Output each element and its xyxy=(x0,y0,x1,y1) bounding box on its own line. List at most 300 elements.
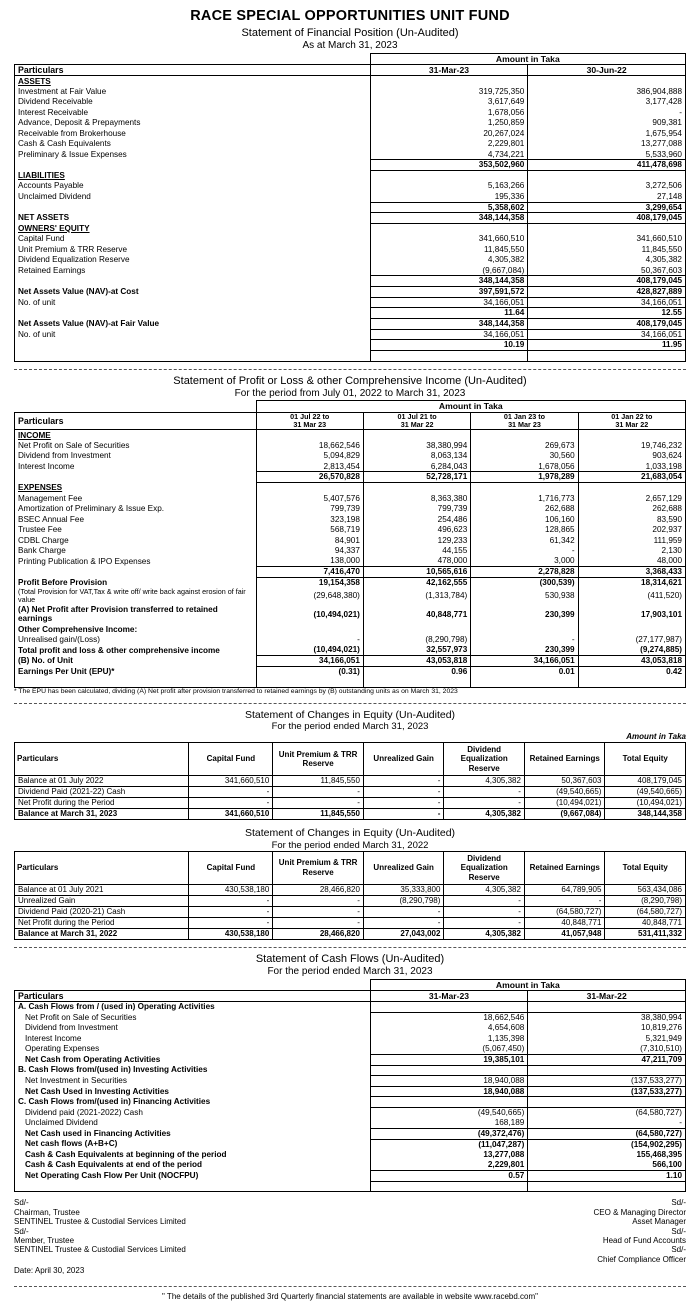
table-header-row xyxy=(15,742,686,775)
table-row xyxy=(15,430,686,441)
cash-flow-label: Net Cash Used in Investing Activities xyxy=(15,1086,371,1097)
pl-value-col1: 7,416,470 xyxy=(256,567,363,578)
cash-flow-label: Interest Income xyxy=(15,1033,371,1044)
table-row xyxy=(15,1107,686,1118)
equity-2022-value-col2: - xyxy=(273,907,364,918)
fin-pos-value-col2: - xyxy=(528,107,686,118)
pl-value-col1: 2,813,454 xyxy=(256,461,363,472)
table-row xyxy=(15,535,686,546)
fin-pos-value-col2: 411,478,698 xyxy=(528,160,686,171)
table-row xyxy=(15,1139,686,1150)
pl-value-col2: 799,739 xyxy=(363,504,470,515)
amount-header: Amount in Taka xyxy=(370,53,685,64)
col-particulars: Particulars xyxy=(15,412,257,430)
cash-flow-value-col1: (5,067,450) xyxy=(370,1044,528,1055)
fin-pos-value-col2: 5,533,960 xyxy=(528,149,686,160)
fin-pos-value-col1: 34,166,051 xyxy=(370,329,528,340)
equity-2022-value-col3: - xyxy=(363,918,444,929)
fin-pos-value-col1: 348,144,358 xyxy=(370,213,528,224)
equity-2022-value-col1: - xyxy=(189,907,273,918)
pl-value-col2: (8,290,798) xyxy=(363,635,470,646)
table-bottom-edge xyxy=(15,677,686,688)
pl-value-col2: 32,557,973 xyxy=(363,645,470,656)
equity-2023-table xyxy=(14,742,686,820)
equity-2023-value-col5: 50,367,603 xyxy=(524,776,605,787)
pl-value-col4 xyxy=(578,483,685,494)
signature-left-line-4: Member, Trustee xyxy=(14,1235,75,1245)
pl-value-col1 xyxy=(256,624,363,635)
fin-pos-value-col1: 319,725,350 xyxy=(370,86,528,97)
pl-value-col4: 111,959 xyxy=(578,535,685,546)
table-row xyxy=(15,1044,686,1055)
cash-flow-label: Operating Expenses xyxy=(15,1044,371,1055)
pl-value-col4 xyxy=(578,624,685,635)
equity-2023-value-col5: (10,494,021) xyxy=(524,798,605,809)
table-header-row xyxy=(15,851,686,884)
cash-flow-value-col1: 1,135,398 xyxy=(370,1033,528,1044)
col-30jun22: 30-Jun-22 xyxy=(528,65,686,76)
table-row xyxy=(15,1033,686,1044)
pl-value-col1: 26,570,828 xyxy=(256,472,363,483)
pl-value-col2: 8,063,134 xyxy=(363,451,470,462)
fin-pos-value-col2: 341,660,510 xyxy=(528,234,686,245)
amount-header: Amount in Taka xyxy=(256,401,685,412)
pl-value-col4 xyxy=(578,430,685,441)
profit-loss-table xyxy=(14,400,686,687)
pl-value-col4: 202,937 xyxy=(578,525,685,536)
pl-label: (B) No. of Unit xyxy=(15,656,257,667)
fin-pos-value-col2: 3,177,428 xyxy=(528,97,686,108)
equity-2023-subtitle: For the period ended March 31, 2023 xyxy=(271,721,429,733)
cash-flow-value-col1: 0.57 xyxy=(370,1171,528,1182)
cash-flow-value-col1 xyxy=(370,1002,528,1013)
cash-flow-label: Net Operating Cash Flow Per Unit (NOCFPU) xyxy=(15,1171,371,1182)
cash-flow-value-col1: (11,047,287) xyxy=(370,1139,528,1150)
cash-flow-value-col1 xyxy=(370,1097,528,1108)
fin-pos-value-col2: 34,166,051 xyxy=(528,297,686,308)
pl-value-col4: 2,130 xyxy=(578,546,685,557)
equity-2023-header-4: Dividend Equalization Reserve xyxy=(444,742,525,775)
fin-pos-label: ASSETS xyxy=(15,76,371,87)
table-row xyxy=(15,605,686,624)
equity-2023-value-col4: 4,305,382 xyxy=(444,809,525,820)
table-row xyxy=(15,329,686,340)
cash-flow-subtitle: For the period ended March 31, 2023 xyxy=(267,966,433,978)
table-row xyxy=(15,118,686,129)
fin-pos-value-col1 xyxy=(370,223,528,234)
table-row xyxy=(15,86,686,97)
cash-flow-value-col1: 18,940,088 xyxy=(370,1076,528,1087)
signature-right xyxy=(350,1198,686,1264)
document-footnote: " The details of the published 3rd Quarterly financial statements are available in website www.racebd.com" xyxy=(14,1286,686,1301)
equity-2023-value-col6: 348,144,358 xyxy=(605,809,686,820)
fin-pos-value-col2: 3,272,506 xyxy=(528,181,686,192)
table-row xyxy=(15,666,686,677)
cash-flow-value-col2: (64,580,727) xyxy=(528,1128,686,1139)
col-period-1: 01 Jul 22 to 31 Mar 23 xyxy=(256,412,363,430)
equity-2023-label: Balance at 01 July 2022 xyxy=(15,776,189,787)
fin-pos-label xyxy=(15,276,371,287)
equity-2022-value-col4: 4,305,382 xyxy=(444,929,525,940)
table-row xyxy=(15,504,686,515)
col-particulars: Particulars xyxy=(15,990,371,1001)
cash-flow-value-col2: 1.10 xyxy=(528,1171,686,1182)
table-row xyxy=(15,1128,686,1139)
pl-value-col3: 2,278,828 xyxy=(471,567,578,578)
fin-pos-label: No. of unit xyxy=(15,297,371,308)
fin-pos-label xyxy=(15,340,371,351)
pl-value-col2: 0.96 xyxy=(363,666,470,677)
financial-position-table xyxy=(14,53,686,362)
table-row xyxy=(15,440,686,451)
equity-2022-header-4: Dividend Equalization Reserve xyxy=(444,851,525,884)
fin-pos-value-col1: 341,660,510 xyxy=(370,234,528,245)
equity-2023-amount-label: Amount in Taka xyxy=(626,732,686,742)
equity-2022-value-col6: 531,411,332 xyxy=(605,929,686,940)
col-31mar22: 31-Mar-22 xyxy=(528,990,686,1001)
cash-flow-value-col1: 19,385,101 xyxy=(370,1054,528,1065)
pl-value-col2: 42,162,555 xyxy=(363,577,470,588)
cash-flow-label: C. Cash Flows from/(used in) Financing Activities xyxy=(15,1097,371,1108)
equity-2022-subtitle: For the period ended March 31, 2022 xyxy=(271,839,429,851)
equity-2023-value-col1: - xyxy=(189,798,273,809)
table-row xyxy=(15,787,686,798)
equity-2023-header-0: Particulars xyxy=(15,742,189,775)
fin-pos-label: Advance, Deposit & Prepayments xyxy=(15,118,371,129)
pl-value-col2: 40,848,771 xyxy=(363,605,470,624)
table-row xyxy=(15,567,686,578)
pl-value-col2: 496,623 xyxy=(363,525,470,536)
pl-value-col4: 2,657,129 xyxy=(578,493,685,504)
pl-value-col4: 83,590 xyxy=(578,514,685,525)
table-header-row xyxy=(15,412,686,430)
equity-2022-label: Dividend Paid (2020-21) Cash xyxy=(15,907,189,918)
table-row xyxy=(15,297,686,308)
equity-2022-value-col3: (8,290,798) xyxy=(363,896,444,907)
pl-value-col3: 3,000 xyxy=(471,556,578,567)
pl-value-col3: (300,539) xyxy=(471,577,578,588)
col-period-3: 01 Jan 23 to 31 Mar 23 xyxy=(471,412,578,430)
equity-2022-table xyxy=(14,851,686,940)
equity-2023-label: Balance at March 31, 2023 xyxy=(15,809,189,820)
pl-value-col4: 0.42 xyxy=(578,666,685,677)
equity-2023-header-6: Total Equity xyxy=(605,742,686,775)
financial-position-title: Statement of Financial Position (Un-Audited) xyxy=(241,27,459,40)
pl-value-col1: (10,494,021) xyxy=(256,645,363,656)
equity-2022-value-col3: 35,333,800 xyxy=(363,885,444,896)
pl-label: Trustee Fee xyxy=(15,525,257,536)
table-row xyxy=(15,451,686,462)
pl-value-col2: 10,565,616 xyxy=(363,567,470,578)
fin-pos-value-col2: 4,305,382 xyxy=(528,255,686,266)
equity-2022-value-col6: 40,848,771 xyxy=(605,918,686,929)
fin-pos-value-col2: 408,179,045 xyxy=(528,213,686,224)
pl-value-col2: 8,363,380 xyxy=(363,493,470,504)
table-row xyxy=(15,1023,686,1034)
table-header-row xyxy=(15,401,686,412)
pl-label: Profit Before Provision xyxy=(15,577,257,588)
pl-value-col1: 5,407,576 xyxy=(256,493,363,504)
fin-pos-value-col2: 12.55 xyxy=(528,308,686,319)
equity-2022-value-col4: 4,305,382 xyxy=(444,885,525,896)
signature-left-line-1: Chairman, Trustee xyxy=(14,1207,80,1217)
pl-value-col4: 18,314,621 xyxy=(578,577,685,588)
pl-value-col2: 6,284,043 xyxy=(363,461,470,472)
equity-2022-header-5: Retained Earnings xyxy=(524,851,605,884)
table-header-row xyxy=(15,990,686,1001)
fin-pos-value-col1 xyxy=(370,76,528,87)
equity-2022-value-col2: - xyxy=(273,918,364,929)
table-row xyxy=(15,472,686,483)
equity-2022-value-col2: - xyxy=(273,896,364,907)
cash-flow-value-col2: (137,533,277) xyxy=(528,1086,686,1097)
fin-pos-value-col2: 3,299,654 xyxy=(528,202,686,213)
cash-flow-value-col2: 155,468,395 xyxy=(528,1150,686,1161)
equity-2022-value-col5: 41,057,948 xyxy=(524,929,605,940)
cash-flow-label: Net Cash used in Financing Activities xyxy=(15,1128,371,1139)
fin-pos-label xyxy=(15,308,371,319)
col-31mar23: 31-Mar-23 xyxy=(370,990,528,1001)
signature-left xyxy=(14,1198,350,1264)
pl-value-col1: 94,337 xyxy=(256,546,363,557)
pl-value-col2: 44,155 xyxy=(363,546,470,557)
cash-flow-label: Cash & Cash Equivalents at beginning of the period xyxy=(15,1150,371,1161)
table-row xyxy=(15,588,686,605)
fin-pos-value-col1: 11,845,550 xyxy=(370,244,528,255)
table-row xyxy=(15,276,686,287)
table-row xyxy=(15,1076,686,1087)
cash-flow-label: Net Investment in Securities xyxy=(15,1076,371,1087)
table-row xyxy=(15,244,686,255)
table-row xyxy=(15,1086,686,1097)
fin-pos-value-col2: 27,148 xyxy=(528,192,686,203)
pl-value-col1: 138,000 xyxy=(256,556,363,567)
fin-pos-label: Interest Receivable xyxy=(15,107,371,118)
equity-2022-value-col5: 64,789,905 xyxy=(524,885,605,896)
table-row xyxy=(15,929,686,940)
pl-value-col3: 1,716,773 xyxy=(471,493,578,504)
cash-flow-value-col2: (137,533,277) xyxy=(528,1076,686,1087)
pl-label: Net Profit on Sale of Securities xyxy=(15,440,257,451)
cash-flow-label: Net cash flows (A+B+C) xyxy=(15,1139,371,1150)
pl-value-col3: - xyxy=(471,635,578,646)
equity-2023-value-col6: (10,494,021) xyxy=(605,798,686,809)
table-bottom-edge xyxy=(15,1181,686,1192)
equity-2022-header-3: Unrealized Gain xyxy=(363,851,444,884)
signature-right-line-1: CEO & Managing Director xyxy=(593,1207,686,1217)
pl-label: EXPENSES xyxy=(15,483,257,494)
fin-pos-value-col2: 13,277,088 xyxy=(528,139,686,150)
fin-pos-label: Dividend Receivable xyxy=(15,97,371,108)
table-row xyxy=(15,1171,686,1182)
table-row xyxy=(15,624,686,635)
table-row xyxy=(15,181,686,192)
col-particulars: Particulars xyxy=(15,65,371,76)
signature-right-line-2: Asset Manager xyxy=(632,1217,686,1227)
pl-label: BSEC Annual Fee xyxy=(15,514,257,525)
equity-2023-value-col2: 11,845,550 xyxy=(273,809,364,820)
equity-2022-value-col5: (64,580,727) xyxy=(524,907,605,918)
equity-2022-header-0: Particulars xyxy=(15,851,189,884)
table-row xyxy=(15,885,686,896)
section-divider xyxy=(14,703,686,704)
table-row xyxy=(15,1097,686,1108)
fin-pos-label: Receivable from Brokerhouse xyxy=(15,128,371,139)
equity-2023-value-col5: (9,667,084) xyxy=(524,809,605,820)
table-row xyxy=(15,171,686,182)
fin-pos-value-col1: 1,678,056 xyxy=(370,107,528,118)
table-row xyxy=(15,287,686,298)
cash-flow-value-col1: 18,662,546 xyxy=(370,1012,528,1023)
equity-2023-header-3: Unrealized Gain xyxy=(363,742,444,775)
pl-value-col3: 269,673 xyxy=(471,440,578,451)
pl-label xyxy=(15,472,257,483)
signature-left-line-5: SENTINEL Trustee & Custodial Services Limited xyxy=(14,1245,186,1255)
fin-pos-value-col1: 348,144,358 xyxy=(370,319,528,330)
table-row xyxy=(15,776,686,787)
fin-pos-value-col1: 348,144,358 xyxy=(370,276,528,287)
equity-2022-value-col4: - xyxy=(444,896,525,907)
section-divider xyxy=(14,369,686,370)
table-header-row xyxy=(15,53,686,64)
cash-flow-label: Unclaimed Dividend xyxy=(15,1118,371,1129)
fin-pos-label xyxy=(15,160,371,171)
fin-pos-value-col2: 408,179,045 xyxy=(528,319,686,330)
cash-flow-value-col2: 566,100 xyxy=(528,1160,686,1171)
table-row xyxy=(15,918,686,929)
cash-flow-value-col2 xyxy=(528,1065,686,1076)
pl-value-col4: (411,520) xyxy=(578,588,685,605)
equity-2022-value-col4: - xyxy=(444,907,525,918)
pl-value-col4: (9,274,885) xyxy=(578,645,685,656)
equity-2022-value-col5: 40,848,771 xyxy=(524,918,605,929)
fin-pos-value-col2: 909,381 xyxy=(528,118,686,129)
equity-2022-value-col5: - xyxy=(524,896,605,907)
equity-2022-header-6: Total Equity xyxy=(605,851,686,884)
pl-label: (A) Net Profit after Provision transferred to retained earnings xyxy=(15,605,257,624)
profit-loss-title: Statement of Profit or Loss & other Comprehensive Income (Un-Audited) xyxy=(173,374,527,387)
col-31mar23: 31-Mar-23 xyxy=(370,65,528,76)
equity-2023-value-col3: - xyxy=(363,787,444,798)
pl-value-col3: 61,342 xyxy=(471,535,578,546)
pl-label: (Total Provision for VAT,Tax & write off/ write back against erosion of fair value xyxy=(15,588,257,605)
pl-value-col1: (10,494,021) xyxy=(256,605,363,624)
table-row xyxy=(15,798,686,809)
cash-flow-label: Net Profit on Sale of Securities xyxy=(15,1012,371,1023)
equity-2022-value-col2: 28,466,820 xyxy=(273,885,364,896)
table-row xyxy=(15,546,686,557)
cash-flow-value-col2 xyxy=(528,1097,686,1108)
equity-2023-label: Dividend Paid (2021-22) Cash xyxy=(15,787,189,798)
equity-2022-header-2: Unit Premium & TRR Reserve xyxy=(273,851,364,884)
pl-value-col2: 254,486 xyxy=(363,514,470,525)
cash-flow-value-col2: (7,310,510) xyxy=(528,1044,686,1055)
table-row xyxy=(15,525,686,536)
cash-flow-table xyxy=(14,979,686,1192)
cash-flow-value-col2: 47,211,709 xyxy=(528,1054,686,1065)
equity-2023-header-1: Capital Fund xyxy=(189,742,273,775)
equity-2022-value-col6: 563,434,086 xyxy=(605,885,686,896)
table-row xyxy=(15,139,686,150)
table-row xyxy=(15,308,686,319)
signature-right-line-6: Chief Compliance Officer xyxy=(597,1254,686,1264)
table-row xyxy=(15,461,686,472)
fin-pos-label xyxy=(15,202,371,213)
cash-flow-value-col2: 38,380,994 xyxy=(528,1012,686,1023)
equity-2023-value-col4: - xyxy=(444,798,525,809)
signature-right-line-0: Sd/- xyxy=(671,1198,686,1208)
pl-value-col4: (27,177,987) xyxy=(578,635,685,646)
equity-2022-value-col3: 27,043,002 xyxy=(363,929,444,940)
pl-label: Dividend from Investment xyxy=(15,451,257,462)
fin-pos-value-col2 xyxy=(528,223,686,234)
pl-value-col1: (0.31) xyxy=(256,666,363,677)
pl-value-col1 xyxy=(256,483,363,494)
table-row xyxy=(15,319,686,330)
pl-value-col2 xyxy=(363,430,470,441)
fin-pos-value-col1: 10.19 xyxy=(370,340,528,351)
financial-position-subtitle: As at March 31, 2023 xyxy=(302,40,398,52)
pl-value-col4: 262,688 xyxy=(578,504,685,515)
fin-pos-value-col1: 397,591,572 xyxy=(370,287,528,298)
col-period-4: 01 Jan 22 to 31 Mar 22 xyxy=(578,412,685,430)
fin-pos-value-col1: 11.64 xyxy=(370,308,528,319)
pl-value-col1: (29,648,380) xyxy=(256,588,363,605)
section-divider xyxy=(14,947,686,948)
cash-flow-value-col2: 5,321,949 xyxy=(528,1033,686,1044)
equity-2023-value-col3: - xyxy=(363,798,444,809)
fin-pos-label: LIABILITIES xyxy=(15,171,371,182)
profit-loss-subtitle: For the period from July 01, 2022 to March 31, 2023 xyxy=(234,387,466,399)
pl-value-col2: 43,053,818 xyxy=(363,656,470,667)
pl-value-col1: 19,154,358 xyxy=(256,577,363,588)
fin-pos-value-col1: 5,358,602 xyxy=(370,202,528,213)
fin-pos-value-col2: 11,845,550 xyxy=(528,244,686,255)
pl-value-col3 xyxy=(471,624,578,635)
table-row xyxy=(15,1002,686,1013)
equity-2022-label: Net Profit during the Period xyxy=(15,918,189,929)
equity-2023-value-col6: (49,540,665) xyxy=(605,787,686,798)
fin-pos-label: Preliminary & Issue Expenses xyxy=(15,149,371,160)
table-row xyxy=(15,265,686,276)
signature-date: Date: April 30, 2023 xyxy=(14,1266,85,1276)
pl-value-col2 xyxy=(363,483,470,494)
table-row xyxy=(15,1012,686,1023)
table-row xyxy=(15,1118,686,1129)
equity-2022-value-col1: - xyxy=(189,896,273,907)
fin-pos-label: Accounts Payable xyxy=(15,181,371,192)
fin-pos-label: Dividend Equalization Reserve xyxy=(15,255,371,266)
pl-value-col3: 230,399 xyxy=(471,605,578,624)
table-row xyxy=(15,493,686,504)
signature-left-line-0: Sd/- xyxy=(14,1198,29,1208)
fin-pos-label: NET ASSETS xyxy=(15,213,371,224)
cash-flow-value-col1: 168,189 xyxy=(370,1118,528,1129)
cash-flow-value-col1: (49,540,665) xyxy=(370,1107,528,1118)
cash-flow-label: Net Cash from Operating Activities xyxy=(15,1054,371,1065)
table-row xyxy=(15,1160,686,1171)
equity-2022-label: Unrealized Gain xyxy=(15,896,189,907)
equity-2023-value-col2: - xyxy=(273,798,364,809)
equity-2023-value-col4: - xyxy=(444,787,525,798)
pl-value-col3 xyxy=(471,430,578,441)
equity-2023-value-col3: - xyxy=(363,809,444,820)
signature-left-line-2: SENTINEL Trustee & Custodial Services Limited xyxy=(14,1217,186,1227)
pl-value-col3: - xyxy=(471,546,578,557)
fin-pos-value-col2: 408,179,045 xyxy=(528,276,686,287)
epu-note: * The EPU has been calculated, dividing (A) Net profit after provision transferred to retained earnings by (B) outstanding units as on March 31, 2023 xyxy=(14,687,458,695)
table-bottom-edge xyxy=(15,351,686,362)
